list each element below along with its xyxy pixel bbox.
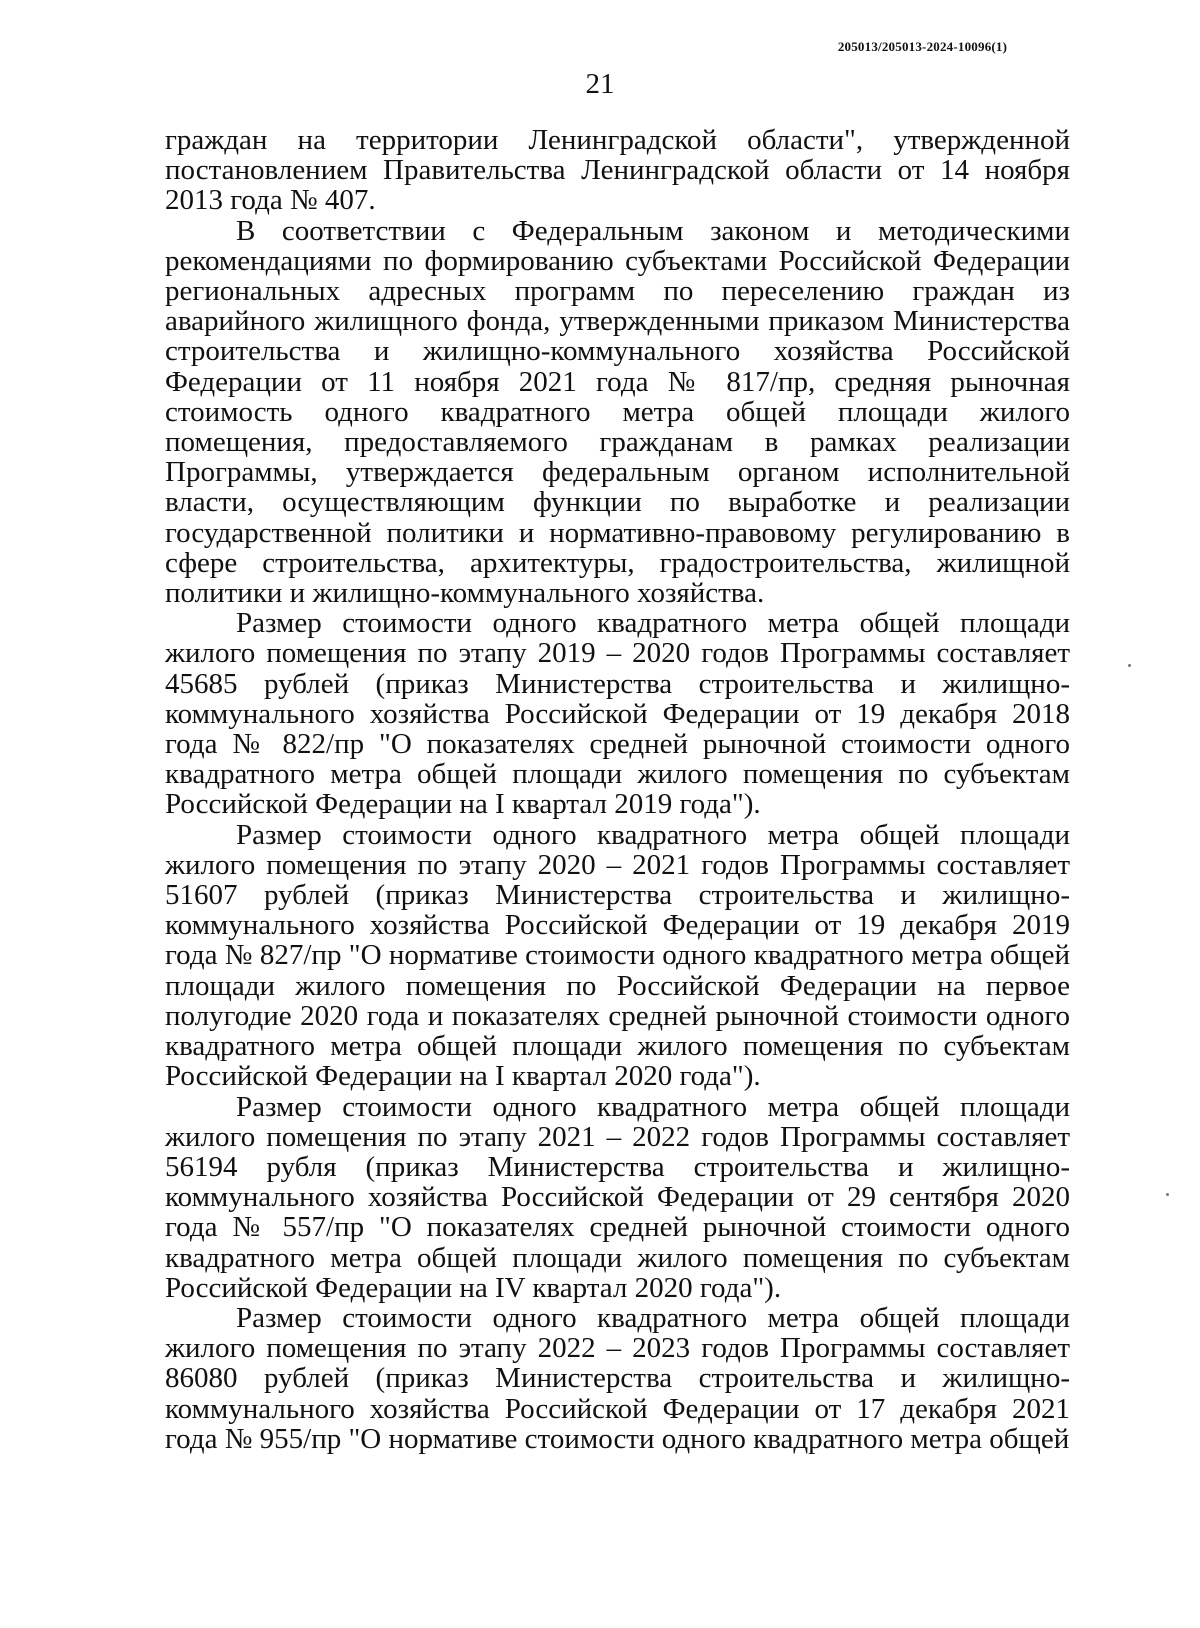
- document-registration-number: 205013/205013-2024-10096(1): [837, 39, 1008, 54]
- document-body: [165, 125, 1070, 1454]
- paragraph-1: граждан на территории Ленинградской области", утвержденной постановлением Правительства Ленинградской области от 14 ноября 2013 года № 407.: [165, 124, 1070, 217]
- paragraph-5: Размер стоимости одного квадратного метра общей площади жилого помещения по этапу 2021 – 2022 годов Программы составляет 56194 рубля (приказ Министерства строительства и жилищно-коммунального хозяйства Российской Федерации от 29 сентября 2020 года № 557/пр "О показателях средней рыночной стоимости одного квадратного метра общей площади жилого помещения по субъектам Российской Федерации на IV квартал 2020 года").: [165, 1090, 1070, 1304]
- paragraph-6: Размер стоимости одного квадратного метра общей площади жилого помещения по этапу 2022 – 2023 годов Программы составляет 86080 рублей (приказ Министерства строительства и жилищно-коммунального хозяйства Российской Федерации от 17 декабря 2021 года № 955/пр "О нормативе стоимости одного квадратного метра общей: [165, 1301, 1070, 1455]
- scan-speck: [1166, 1193, 1169, 1196]
- scan-speck: [1128, 664, 1131, 667]
- paragraph-3: Размер стоимости одного квадратного метра общей площади жилого помещения по этапу 2019 – 2020 годов Программы составляет 45685 рублей (приказ Министерства строительства и жилищно-коммунального хозяйства Российской Федерации от 19 декабря 2018 года № 822/пр "О показателях средней рыночной стоимости одного квадратного метра общей площади жилого помещения по субъектам Российской Федерации на I квартал 2019 года").: [165, 607, 1070, 821]
- paragraph-2: В соответствии с Федеральным законом и методическими рекомендациями по формированию субъектами Российской Федерации региональных адресных программ по переселению граждан из аварийного жилищного фонда, утвержденными приказом Министерства строительства и жилищно-коммунального хозяйства Российской Федерации от 11 ноября 2021 года № 817/пр, средняя рыночная стоимость одного квадратного метра общей площади жилого помещения, предоставляемого гражданам в рамках реализации Программы, утверждается федеральным органом исполнительной власти, осуществляющим функции по выработке и реализации государственной политики и нормативно-правовому регулированию в сфере строительства, архитектуры, градостроительства, жилищной политики и жилищно-коммунального хозяйства.: [165, 214, 1070, 610]
- page-number: 21: [585, 68, 615, 100]
- paragraph-4: Размер стоимости одного квадратного метра общей площади жилого помещения по этапу 2020 – 2021 годов Программы составляет 51607 рублей (приказ Министерства строительства и жилищно-коммунального хозяйства Российской Федерации от 19 декабря 2019 года № 827/пр "О нормативе стоимости одного квадратного метра общей площади жилого помещения по Российской Федерации на первое полугодие 2020 года и показателях средней рыночной стоимости одного квадратного метра общей площади жилого помещения по субъектам Российской Федерации на I квартал 2020 года").: [165, 818, 1070, 1093]
